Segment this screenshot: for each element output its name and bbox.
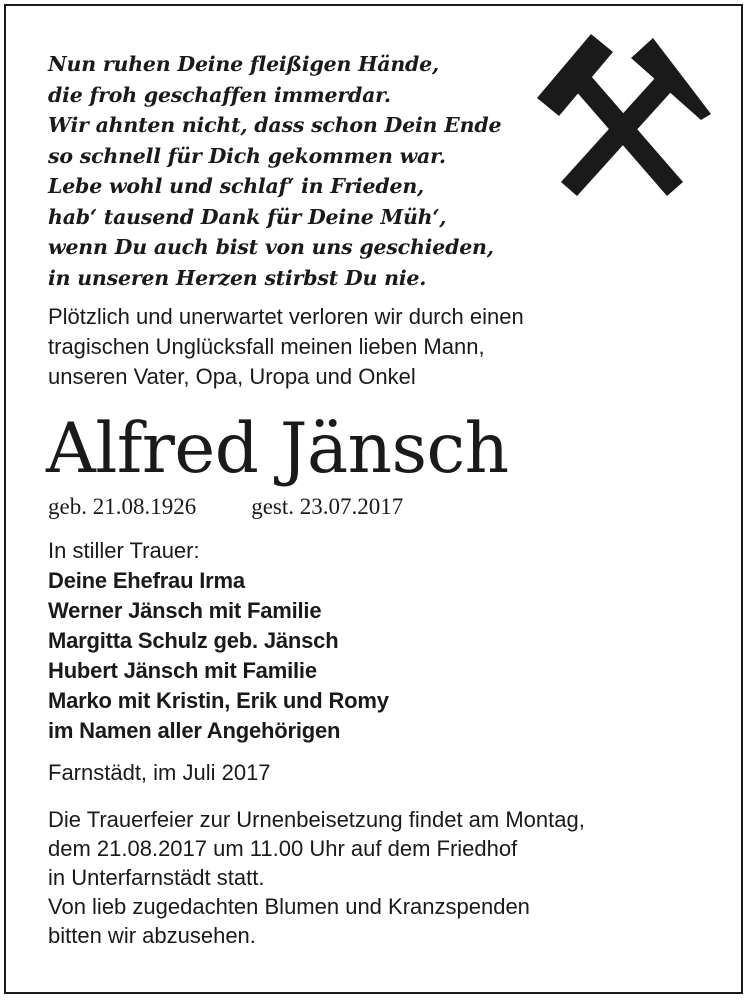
place-and-date: Farnstädt, im Juli 2017 [48,760,271,785]
death-date: gest. 23.07.2017 [251,494,404,519]
mourner-name: Marko mit Kristin, Erik und Romy [48,688,389,713]
funeral-line: Die Trauerfeier zur Urnenbeisetzung findet am Montag, [48,807,585,832]
intro-line: tragischen Unglücksfall meinen lieben Mann, [48,334,485,359]
mourners-heading: In stiller Trauer: [48,538,200,563]
funeral-line: Von lieb zugedachten Blumen und Kranzspenden [48,894,530,919]
mourner-name: Hubert Jänsch mit Familie [48,658,317,683]
mourner-name: im Namen aller Angehörigen [48,718,341,743]
life-dates [48,492,403,522]
hammer-and-pick-icon [533,30,715,200]
birth-date: geb. 21.08.1926 [48,494,197,519]
memorial-poem [48,49,501,293]
funeral-line: bitten wir abzusehen. [48,923,256,948]
funeral-line: dem 21.08.2017 um 11.00 Uhr auf dem Friedhof [48,836,518,861]
poem-line: so schnell für Dich gekommen war. [48,143,446,168]
intro-line: unseren Vater, Opa, Uropa und Onkel [48,364,416,389]
funeral-line: in Unterfarnstädt statt. [48,865,265,890]
poem-line: wenn Du auch bist von uns geschieden, [48,235,494,259]
funeral-notice [48,805,585,950]
poem-line: in unseren Herzen stirbst Du nie. [48,265,427,290]
deceased-name: Alfred Jänsch [46,409,509,489]
poem-line: Nun ruhen Deine fleißigen Hände, [48,52,439,76]
mourner-name: Margitta Schulz geb. Jänsch [48,628,339,653]
intro-line: Plötzlich und unerwartet verloren wir durch einen [48,304,524,329]
poem-line: Wir ahnten nicht, dass schon Dein Ende [48,113,502,137]
poem-line: Lebe wohl und schlaf‘ in Frieden, [48,174,424,198]
intro-text [48,302,524,392]
poem-line: die froh geschaffen immerdar. [48,82,391,107]
poem-line: hab‘ tausend Dank für Deine Müh‘, [48,204,447,229]
mourner-name: Werner Jänsch mit Familie [48,598,322,623]
mourners-list [48,536,389,746]
mourner-name: Deine Ehefrau Irma [48,568,245,593]
